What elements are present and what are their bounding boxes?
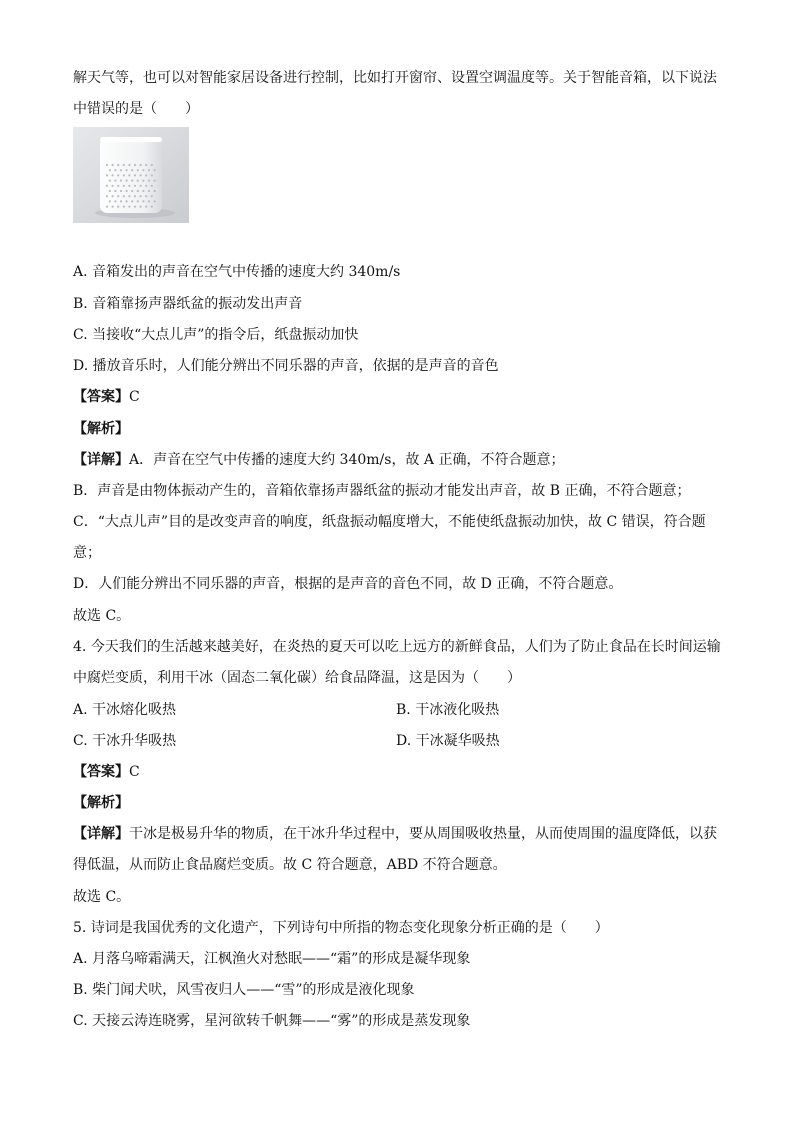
q3-analysis-tag: 【解析】 — [73, 421, 129, 437]
grille-dot — [106, 164, 108, 166]
grille-dot — [126, 180, 128, 182]
q3-detail-b: B．声音是由物体振动产生的，音箱依靠扬声器纸盆的振动才能发出声音，故 B 正确，不符合题意； — [73, 483, 691, 499]
grille-dot — [131, 200, 133, 202]
grille-dot — [142, 190, 144, 192]
grille-dot — [145, 185, 147, 187]
grille-dot — [142, 169, 144, 171]
grille-dot — [117, 174, 119, 176]
grille-dot — [120, 180, 122, 182]
grille-dot — [134, 195, 136, 197]
grille-dot — [151, 206, 153, 208]
q3-answer-value: C — [129, 389, 140, 405]
q4-detail-line-1-text: 干冰是极易升华的物质，在干冰升华过程中，要从周围吸收热量，从而使周围的温度降低，以获 — [129, 826, 717, 842]
q3-answer-row — [73, 387, 140, 407]
q4-stem-line-1: 4. 今天我们的生活越来越美好，在炎热的夏天可以吃上远方的新鲜食品，人们为了防止食品在长时间运输 — [73, 639, 721, 655]
grille-dot — [106, 195, 108, 197]
grille-dot — [134, 174, 136, 176]
q3-stem-line-2: 中错误的是（ ） — [73, 101, 199, 117]
q3-detail-tag: 【详解】 — [73, 452, 129, 468]
grille-dot — [109, 180, 111, 182]
q3-detail-a-text: A．声音在空气中传播的速度大约 340m/s，故 A 正确，不符合题意； — [129, 452, 565, 468]
grille-dot — [126, 169, 128, 171]
grille-dot — [145, 164, 147, 166]
grille-dot — [140, 206, 142, 208]
q3-answer-tag: 【答案】 — [73, 389, 129, 405]
grille-dot — [151, 185, 153, 187]
q5-stem: 5. 诗词是我国优秀的文化遗产，下列诗句中所指的物态变化现象分析正确的是（ ） — [73, 920, 609, 936]
q4-conclusion: 故选 C。 — [73, 889, 131, 905]
smart-speaker-illustration — [73, 127, 189, 223]
grille-dot — [106, 174, 108, 176]
q4-option-d: D. 干冰凝华吸热 — [396, 733, 500, 749]
grille-dot — [117, 185, 119, 187]
grille-dot — [131, 190, 133, 192]
grille-dot — [137, 169, 139, 171]
grille-dot — [106, 206, 108, 208]
grille-dot — [114, 180, 116, 182]
q3-detail-c-line-1: C．“大点儿声”目的是改变声音的响度，纸盘振动幅度增大，不能使纸盘振动加快，故 C 错误，符合题 — [73, 514, 706, 530]
grille-dot — [131, 169, 133, 171]
grille-dot — [137, 180, 139, 182]
grille-dot — [154, 200, 156, 202]
grille-dot — [145, 206, 147, 208]
grille-dot — [128, 185, 130, 187]
grille-dot — [151, 164, 153, 166]
grille-dot — [123, 206, 125, 208]
q3-option-a: A. 音箱发出的声音在空气中传播的速度大约 340m/s — [73, 264, 401, 280]
q3-option-b: B. 音箱靠扬声器纸盆的振动发出声音 — [73, 296, 303, 312]
grille-dot — [134, 185, 136, 187]
q5-option-a: A. 月落乌啼霜满天，江枫渔火对愁眠——“霜”的形成是凝华现象 — [73, 951, 471, 967]
grille-dot — [128, 206, 130, 208]
q4-detail-tag: 【详解】 — [73, 826, 129, 842]
grille-dot — [137, 190, 139, 192]
grille-dot — [126, 190, 128, 192]
grille-dot — [151, 174, 153, 176]
grille-dot — [126, 200, 128, 202]
q3-detail-a — [73, 450, 564, 470]
grille-dot — [109, 200, 111, 202]
grille-dot — [112, 174, 114, 176]
grille-dot — [148, 169, 150, 171]
grille-dot — [142, 200, 144, 202]
q4-detail-line-2: 得低温，从而防止食品腐烂变质。故 C 符合题意，ABD 不符合题意。 — [73, 857, 507, 873]
grille-dot — [123, 164, 125, 166]
q4-detail-line-1 — [73, 824, 717, 844]
grille-dot — [140, 195, 142, 197]
grille-dot — [154, 169, 156, 171]
grille-dot — [145, 195, 147, 197]
grille-dot — [148, 190, 150, 192]
grille-dot — [145, 174, 147, 176]
grille-dot — [120, 200, 122, 202]
grille-dot — [120, 169, 122, 171]
grille-dot — [114, 190, 116, 192]
grille-dot — [154, 180, 156, 182]
grille-dot — [106, 185, 108, 187]
grille-dot — [123, 195, 125, 197]
grille-dot — [134, 206, 136, 208]
grille-dot — [112, 206, 114, 208]
grille-dot — [128, 195, 130, 197]
q3-stem-line-1: 解天气等，也可以对智能家居设备进行控制，比如打开窗帘、设置空调温度等。关于智能音箱，以下说法 — [73, 70, 717, 86]
grille-dot — [148, 180, 150, 182]
grille-dot — [148, 200, 150, 202]
q4-stem-line-2: 中腐烂变质，利用干冰（固态二氧化碳）给食品降温，这是因为（ ） — [73, 670, 521, 686]
grille-dot — [123, 174, 125, 176]
q3-option-c: C. 当接收“大点儿声”的指令后，纸盘振动加快 — [73, 327, 359, 343]
grille-dot — [109, 169, 111, 171]
grille-dot — [117, 164, 119, 166]
grille-dot — [131, 180, 133, 182]
grille-dot — [112, 195, 114, 197]
q4-analysis-tag: 【解析】 — [73, 795, 129, 811]
grille-dot — [142, 180, 144, 182]
grille-dot — [114, 169, 116, 171]
q4-option-b: B. 干冰液化吸热 — [396, 702, 500, 718]
grille-dot — [114, 200, 116, 202]
q4-answer-tag: 【答案】 — [73, 764, 129, 780]
grille-dot — [112, 185, 114, 187]
q5-option-b: B. 柴门闻犬吠，风雪夜归人——“雪”的形成是液化现象 — [73, 982, 415, 998]
grille-dot — [151, 195, 153, 197]
grille-dot — [117, 206, 119, 208]
grille-dot — [137, 200, 139, 202]
smart-speaker-photo — [73, 127, 189, 223]
q4-answer-row — [73, 762, 140, 782]
grille-dot — [128, 174, 130, 176]
grille-dot — [140, 174, 142, 176]
grille-dot — [154, 190, 156, 192]
grille-dot — [140, 185, 142, 187]
q4-option-c: C. 干冰升华吸热 — [73, 733, 177, 749]
q4-option-a: A. 干冰熔化吸热 — [73, 702, 177, 718]
q3-detail-c-line-2: 意； — [73, 545, 101, 561]
q4-answer-value: C — [129, 764, 140, 780]
q3-option-d: D. 播放音乐时，人们能分辨出不同乐器的声音，依据的是声音的音色 — [73, 358, 499, 374]
grille-dot — [134, 164, 136, 166]
grille-dot — [123, 185, 125, 187]
q3-detail-d: D．人们能分辨出不同乐器的声音，根据的是声音的音色不同，故 D 正确，不符合题意。 — [73, 576, 623, 592]
grille-dot — [117, 195, 119, 197]
grille-dot — [109, 190, 111, 192]
q3-conclusion: 故选 C。 — [73, 608, 131, 624]
grille-dot — [120, 190, 122, 192]
grille-dot — [128, 164, 130, 166]
grille-dot — [112, 164, 114, 166]
q5-option-c: C. 天接云涛连晓雾，星河欲转千帆舞——“雾”的形成是蒸发现象 — [73, 1013, 471, 1029]
grille-dot — [140, 164, 142, 166]
